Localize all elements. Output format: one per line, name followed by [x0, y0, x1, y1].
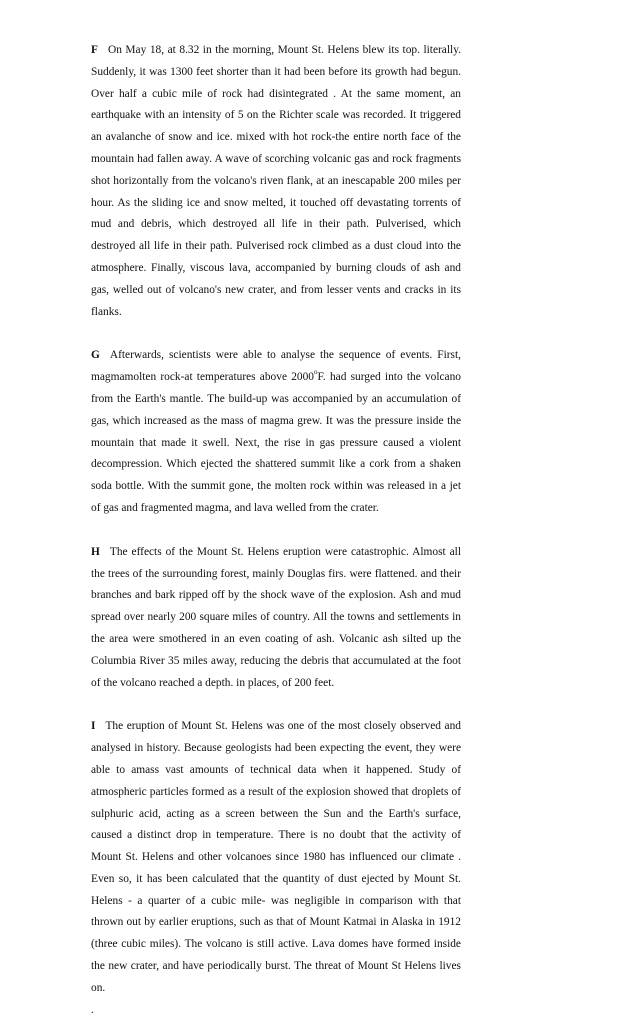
trailing-mark: . [91, 1003, 94, 1016]
paragraph-letter: H [91, 545, 100, 558]
paragraph-text: The eruption of Mount St. Helens was one of the most closely observed and analysed in history. Because geologists had been expecting the event, they were able to amass vast amounts of technical data when it happened. Study of atmospheric particles formed as a result of the explosion showed that droplets of sulphuric acid, acting as a screen between the Sun and the Earth's surface, caused a distinct drop in temperature. There is no doubt that the activity of Mount St. Helens and other volcanoes since 1980 has influenced our climate . Even so, it has been calculated that the quantity of dust ejected by Mount St. Helens - a quarter of a cubic mile- was negligible in comparison with that thrown out by earlier eruptions, such as that of Mount Katmai in Alaska in 1912 (three cubic miles). The volcano is still active. Lava domes have formed inside the new crater, and have periodically burst. The threat of Mount St Helens lives on. [91, 720, 461, 994]
paragraph-g [91, 345, 461, 519]
document-page [91, 40, 461, 1021]
paragraph-text: The effects of the Mount St. Helens eruption were catastrophic. Almost all the trees of the surrounding forest, mainly Douglas firs. were flattened. and their branches and bark ripped off by the shock wave of the explosion. Ash and mud spread over nearly 200 square miles of country. All the towns and settlements in the area were smothered in an even coating of ash. Volcanic ash silted up the Columbia River 35 miles away, reducing the debris that accumulated at the foot of the volcano reached a depth. in places, of 200 feet. [91, 545, 461, 689]
paragraph-h [91, 542, 461, 695]
degree-mark: o [313, 368, 318, 377]
paragraph-letter: F [91, 44, 98, 56]
paragraph-f [91, 40, 461, 323]
paragraph-letter: I [91, 720, 96, 733]
paragraph-text: Afterwards, scientists were able to analyse the sequence of events. First, magmamolten rock-at temperatures above 2000 [91, 349, 461, 384]
paragraph-letter: G [91, 349, 100, 362]
paragraph-text: F. had surged into the volcano from the Earth's mantle. The build-up was accompanied by an accumulation of gas, which increased as the mass of magma grew. It was the pressure inside the mountain that made it swell. Next, the rise in gas pressure caused a violent decompression. Which ejected the shattered summit like a cork from a shaken soda bottle. With the summit gone, the molten rock within was released in a jet of gas and fragmented magma, and lava welled from the crater. [91, 371, 462, 514]
paragraph-text: On May 18, at 8.32 in the morning, Mount St. Helens blew its top. literally. Suddenly, it was 1300 feet shorter than it had been before its growth had begun. Over half a cubic mile of rock had disintegrated . At the same moment, an earthquake with an intensity of 5 on the Richter scale was recorded. It triggered an avalanche of snow and ice. mixed with hot rock-the entire north face of the mountain had fallen away. A wave of scorching volcanic gas and rock fragments shot horizontally from the volcano's riven flank, at an inescapable 200 miles per hour. As the sliding ice and snow melted, it touched off devastating torrents of mud and debris, which destroyed all life in their path. Pulverised, which destroyed all life in their path. Pulverised rock climbed as a dust cloud into the atmosphere. Finally, viscous lava, accompanied by burning clouds of ash and gas, welled out of volcano's new crater, and from lesser vents and cracks in its flanks. [91, 44, 461, 318]
paragraph-i [91, 716, 461, 999]
